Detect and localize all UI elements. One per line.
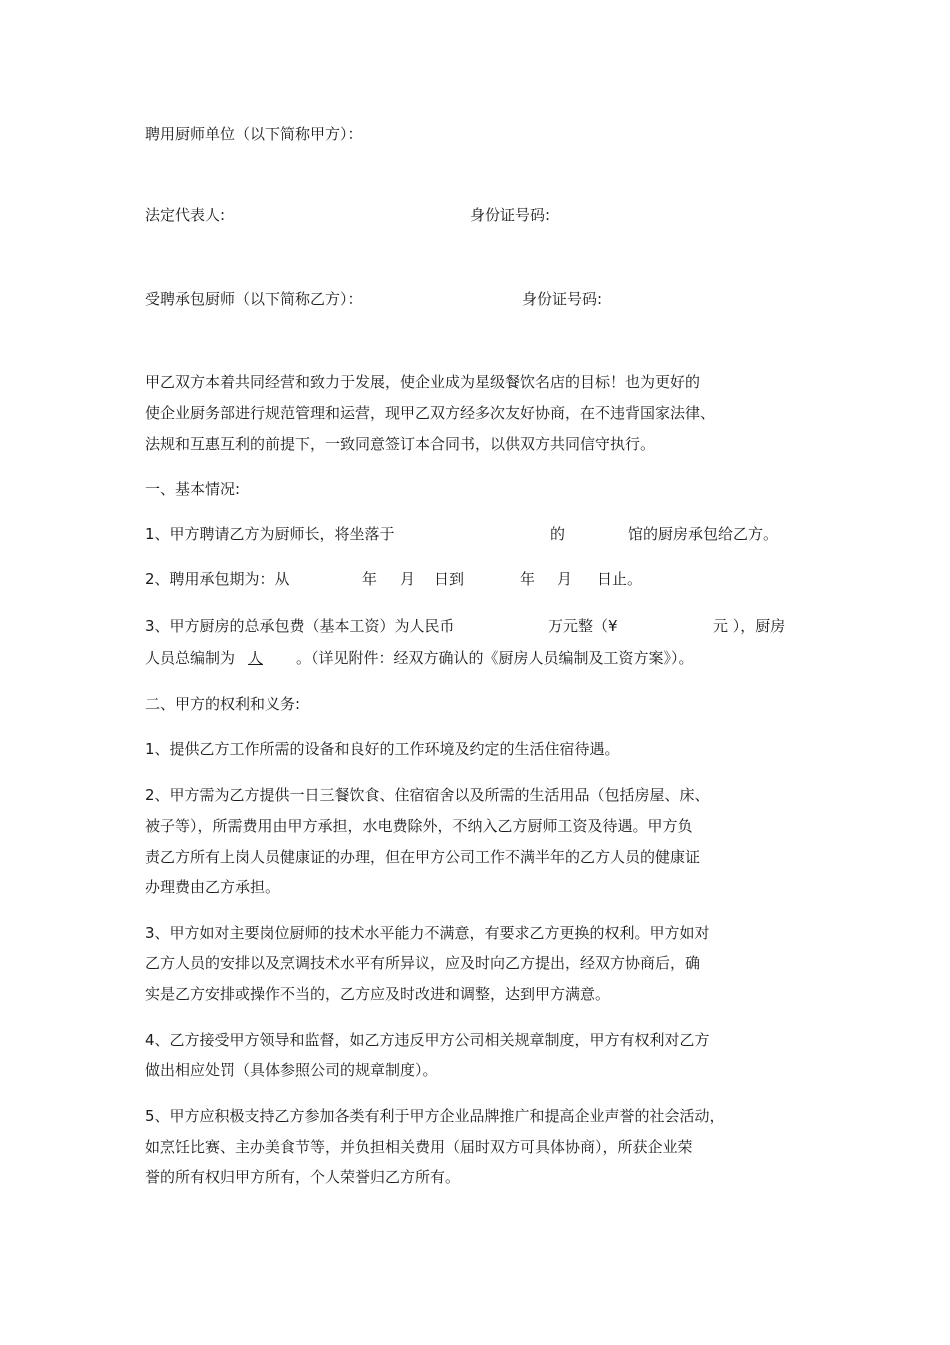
s2-item3-line: 3、甲方如对主要岗位厨师的技术水平能力不满意，有要求乙方更换的权利。甲方如对 <box>145 924 710 942</box>
preamble-line: 法规和互惠互利的前提下，一致同意签订本合同书，以供双方共同信守执行。 <box>145 435 656 453</box>
s1-item2-text: 年 <box>520 570 536 588</box>
s2-item5-line: 誉的所有权归甲方所有，个人荣誉归乙方所有。 <box>145 1168 461 1186</box>
s1-item3-text: 3、甲方厨房的总承包费（基本工资）为人民币 <box>145 617 455 635</box>
section-2-title: 二、甲方的权利和义务: <box>145 695 301 713</box>
s1-item2-text: 月 <box>400 570 416 588</box>
preamble-line: 甲乙双方本着共同经营和致力于发展，使企业成为星级餐饮名店的目标！也为更好的 <box>145 373 701 391</box>
employer-label: 聘用厨师单位（以下简称甲方）： <box>145 125 363 143</box>
s1-item2-text: 2、聘用承包期为：从 <box>145 570 290 588</box>
s1-item1-text: 1、甲方聘请乙方为厨师长，将坐落于 <box>145 525 395 543</box>
s2-item4-line: 4、乙方接受甲方领导和监督，如乙方违反甲方公司相关规章制度，甲方有权利对乙方 <box>145 1031 710 1049</box>
s2-item3-line: 实是乙方安排或操作不当的，乙方应及时改进和调整，达到甲方满意。 <box>145 985 611 1003</box>
s2-item1-line: 1、提供乙方工作所需的设备和良好的工作环境及约定的生活住宿待遇。 <box>145 740 620 758</box>
chef-label: 受聘承包厨师（以下简称乙方）： <box>145 290 363 308</box>
chef-id-number-label: 身份证号码: <box>522 290 603 308</box>
legal-rep-label: 法定代表人: <box>145 206 226 224</box>
s2-item3-line: 乙方人员的安排以及烹调技术水平有所异议，应及时向乙方提出，经双方协商后，确 <box>145 954 701 972</box>
s1-item2-text: 月 <box>557 570 573 588</box>
preamble-line: 使企业厨务部进行规范管理和运营，现甲乙双方经多次友好协商，在不违背国家法律、 <box>145 404 716 422</box>
s2-item5-line: 5、甲方应积极支持乙方参加各类有利于甲方企业品牌推广和提高企业声誉的社会活动， <box>145 1107 725 1125</box>
s2-item2-line: 责乙方所有上岗人员健康证的办理，但在甲方公司工作不满半年的乙方人员的健康证 <box>145 848 701 866</box>
s1-item3-text: 元 ），厨房 <box>713 617 786 635</box>
s2-item2-line: 办理费由乙方承担。 <box>145 878 281 896</box>
s2-item5-line: 如烹饪比赛、主办美食节等，并负担相关费用（届时双方可具体协商），所获企业荣 <box>145 1138 693 1156</box>
s1-item3-text: 万元整（¥ <box>548 617 618 635</box>
headcount-blank: 人 <box>248 649 264 667</box>
s1-item2-text: 年 <box>362 570 378 588</box>
s2-item4-line: 做出相应处罚（具体参照公司的规章制度）。 <box>145 1061 438 1079</box>
s1-item1-text: 的 <box>550 525 566 543</box>
s1-item2-text: 日止。 <box>597 570 643 588</box>
s1-item3-text: 。（详见附件：经双方确认的《厨房人员编制及工资方案》）。 <box>296 649 694 667</box>
s2-item2-line: 2、甲方需为乙方提供一日三餐饮食、住宿宿舍以及所需的生活用品（包括房屋、床、 <box>145 786 710 804</box>
section-1-title: 一、基本情况: <box>145 480 241 498</box>
id-number-label: 身份证号码: <box>470 206 551 224</box>
s2-item2-line: 被子等），所需费用由甲方承担，水电费除外，不纳入乙方厨师工资及待遇。甲方负 <box>145 817 693 835</box>
s1-item2-text: 日到 <box>434 570 465 588</box>
s1-item1-text: 馆的厨房承包给乙方。 <box>628 525 779 543</box>
s1-item3-text: 人员总编制为 <box>145 649 236 667</box>
